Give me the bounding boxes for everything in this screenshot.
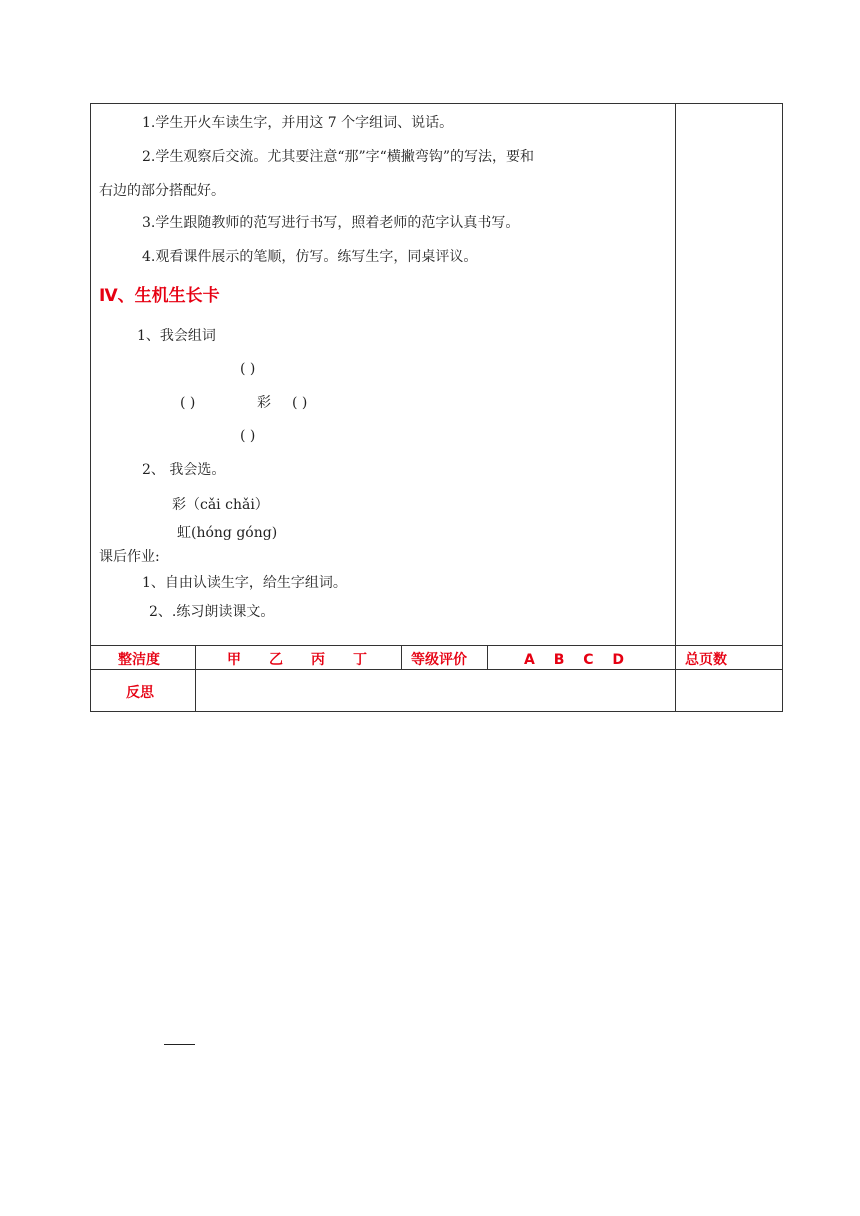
grade-label: 等级评价	[411, 652, 467, 668]
footer-top-border	[90, 645, 783, 646]
section-heading: Ⅳ、生机生长卡	[99, 286, 220, 306]
reflection-label: 反思	[126, 685, 154, 701]
step-2-continued: 右边的部分搭配好。	[99, 183, 225, 199]
total-pages-label: 总页数	[685, 652, 727, 668]
step-3: 3.学生跟随教师的范写进行书写，照着老师的范字认真书写。	[142, 215, 520, 231]
step-1: 1.学生开火车读生字，并用这 7 个字组词、说话。	[142, 115, 454, 131]
word-blank-right: ( )	[292, 395, 308, 411]
homework-item-2: 2、.练习朗读课文。	[149, 604, 275, 620]
right-column-divider	[675, 103, 676, 712]
step-4: 4.观看课件展示的笔顺，仿写。练写生字，同桌评议。	[142, 249, 478, 265]
word-blank-left: ( )	[180, 395, 196, 411]
footer-row-divider	[90, 669, 783, 670]
homework-title: 课后作业:	[99, 549, 160, 565]
exercise-2-title: 2、 我会选。	[142, 462, 226, 478]
neatness-options: 甲 乙 丙 丁	[227, 652, 367, 668]
grade-options: A B C D	[524, 652, 625, 668]
homework-item-1: 1、自由认读生字，给生字组词。	[142, 575, 347, 591]
neatness-label: 整洁度	[118, 652, 160, 668]
page-footer-line	[164, 1044, 195, 1045]
word-center-char: 彩	[257, 395, 271, 411]
exercise-1-title: 1、我会组词	[137, 328, 216, 344]
choice-cai: 彩（cǎi chǎi）	[172, 497, 269, 513]
word-blank-bottom: ( )	[240, 428, 256, 444]
footer-divider-2	[401, 645, 402, 669]
footer-divider-3	[487, 645, 488, 669]
choice-hong: 虹(hóng góng)	[177, 525, 278, 541]
footer-divider-1	[195, 645, 196, 712]
step-2: 2.学生观察后交流。尤其要注意“那”字“横撇弯钩”的写法，要和	[142, 149, 534, 165]
word-blank-top: ( )	[240, 361, 256, 377]
